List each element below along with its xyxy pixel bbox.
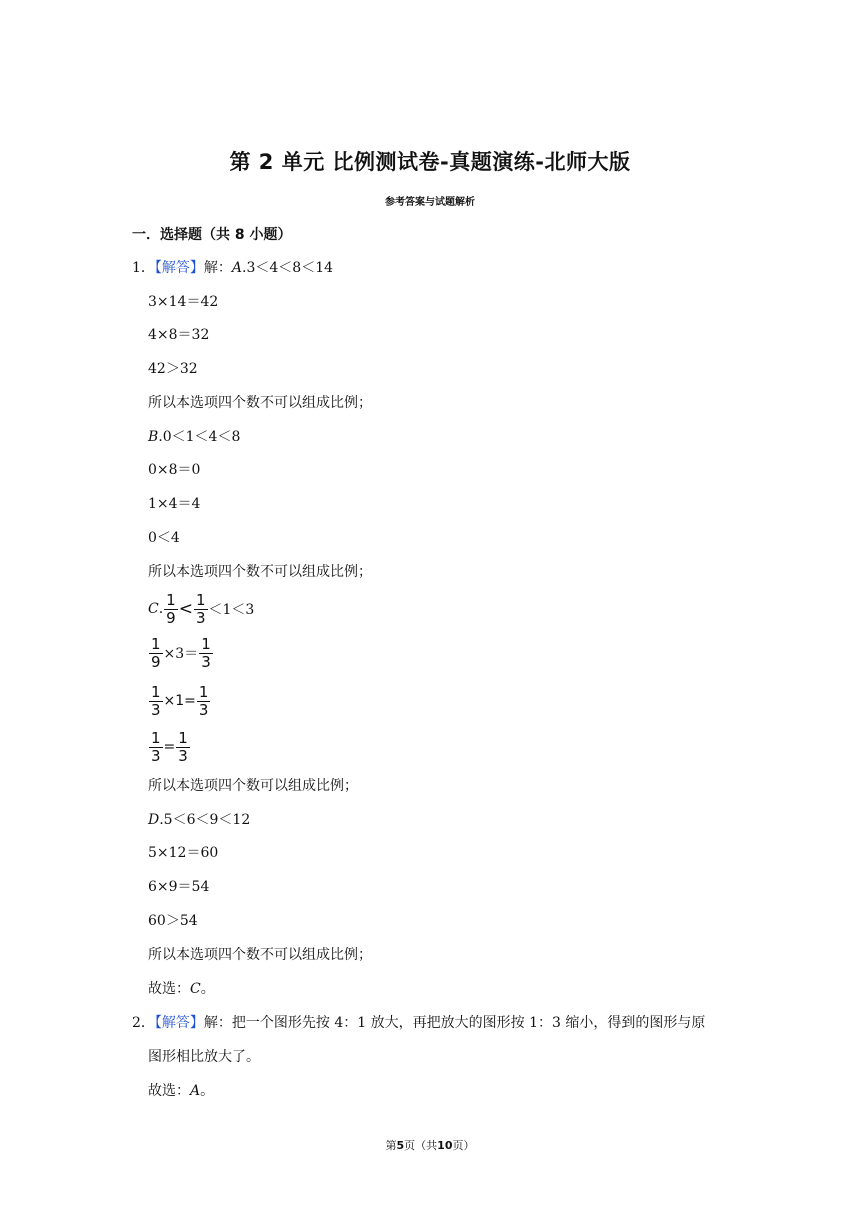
q1-a-conclusion: 所以本选项四个数不可以组成比例； [148, 395, 372, 411]
q1-c-dot: . [158, 601, 164, 617]
fraction-denominator: 3 [151, 746, 161, 765]
footer-suffix: 页） [452, 1139, 475, 1152]
document-subtitle: 参考答案与试题解析 [385, 197, 475, 208]
q1-b-text: .0＜1＜4＜8 [158, 429, 241, 445]
footer-page-number: 5 [396, 1139, 405, 1152]
q1-d-letter: D [148, 812, 160, 828]
fraction-denominator: 3 [198, 700, 209, 719]
fraction [164, 590, 178, 627]
q1-d-conclusion: 所以本选项四个数不可以组成比例； [148, 947, 372, 963]
q1-lead: 解： [203, 260, 232, 276]
q1-c-step-1 [148, 636, 214, 670]
q1-b-conclusion: 所以本选项四个数不可以组成比例； [148, 564, 372, 580]
q1-d-step-3: 60＞54 [148, 913, 198, 929]
answer-suffix: 。 [200, 1083, 215, 1099]
fraction [197, 682, 211, 719]
q2-answer [148, 1081, 214, 1101]
fraction-denominator: 3 [151, 700, 161, 719]
fraction-numerator: 1 [201, 634, 211, 653]
q1-a-letter: A [231, 260, 243, 276]
q1-c-letter: C [148, 601, 159, 617]
fraction-denominator: 3 [201, 652, 211, 671]
answer-suffix: 。 [200, 981, 215, 997]
q1-b-option [148, 427, 240, 447]
q1-b-step-1: 0×8＝0 [148, 462, 201, 478]
q1-answer [148, 979, 215, 999]
operator: = [163, 739, 176, 755]
q1-c-conclusion: 所以本选项四个数可以组成比例； [148, 778, 358, 794]
q1-a-text: .3＜4＜8＜14 [242, 260, 334, 276]
fraction-denominator: 9 [151, 652, 161, 671]
answer-letter: C [190, 981, 201, 997]
q1-header [132, 258, 333, 278]
q2-header [132, 1013, 705, 1033]
fraction-numerator: 1 [151, 682, 161, 701]
q1-c-step-3 [148, 730, 191, 764]
fraction-denominator: 3 [178, 746, 188, 765]
fraction-numerator: 1 [178, 728, 188, 747]
fraction-numerator: 1 [151, 634, 161, 653]
q1-answer-tag: 【解答】 [154, 260, 204, 276]
less-than-sign: < [178, 599, 193, 619]
q1-b-step-3: 0＜4 [148, 530, 180, 546]
fraction-denominator: 3 [195, 608, 206, 627]
q2-line-2: 图形相比放大了。 [148, 1049, 260, 1065]
q1-c-rest: ＜1＜3 [208, 602, 255, 618]
q1-c-option [148, 592, 254, 626]
q1-a-step-1: 3×14＝42 [148, 294, 219, 310]
fraction [149, 682, 163, 719]
q1-c-step-2 [148, 684, 211, 718]
fraction-numerator: 1 [195, 590, 206, 609]
page-footer [0, 1137, 860, 1153]
operator: ×3＝ [163, 646, 199, 662]
fraction [199, 634, 213, 671]
fraction [149, 728, 163, 765]
fraction [176, 728, 190, 765]
document-title: 第 2 单元 比例测试卷-真题演练-北师大版 [229, 150, 631, 174]
q1-d-step-1: 5×12＝60 [148, 845, 219, 861]
q1-b-letter: B [148, 429, 159, 445]
fraction-denominator: 9 [166, 608, 176, 627]
answer-prefix: 故选： [148, 981, 190, 997]
q1-b-step-2: 1×4＝4 [148, 496, 201, 512]
fraction-numerator: 1 [166, 590, 176, 609]
q2-answer-tag: 【解答】 [154, 1015, 204, 1031]
q1-a-step-3: 42＞32 [148, 361, 198, 377]
footer-total-pages: 10 [437, 1139, 453, 1152]
q1-a-step-2: 4×8＝32 [148, 327, 210, 343]
q1-d-text: .5＜6＜9＜12 [159, 812, 251, 828]
footer-prefix: 第 [385, 1139, 397, 1152]
fraction [149, 634, 163, 671]
q1-number: 1． [132, 260, 155, 276]
answer-letter: A [190, 1083, 201, 1099]
q1-d-option [148, 810, 250, 830]
q2-number: 2． [132, 1015, 155, 1031]
fraction [194, 590, 208, 627]
q1-d-step-2: 6×9＝54 [148, 879, 210, 895]
answer-prefix: 故选： [148, 1083, 190, 1099]
q2-line-1: 解：把一个图形先按 4：1 放大，再把放大的图形按 1：3 缩小，得到的图形与原 [203, 1015, 706, 1031]
fraction-numerator: 1 [198, 682, 209, 701]
fraction-numerator: 1 [151, 728, 161, 747]
section-heading: 一．选择题（共 8 小题） [132, 227, 292, 243]
operator: ×1= [163, 693, 196, 709]
footer-mid: 页（共 [404, 1139, 438, 1152]
